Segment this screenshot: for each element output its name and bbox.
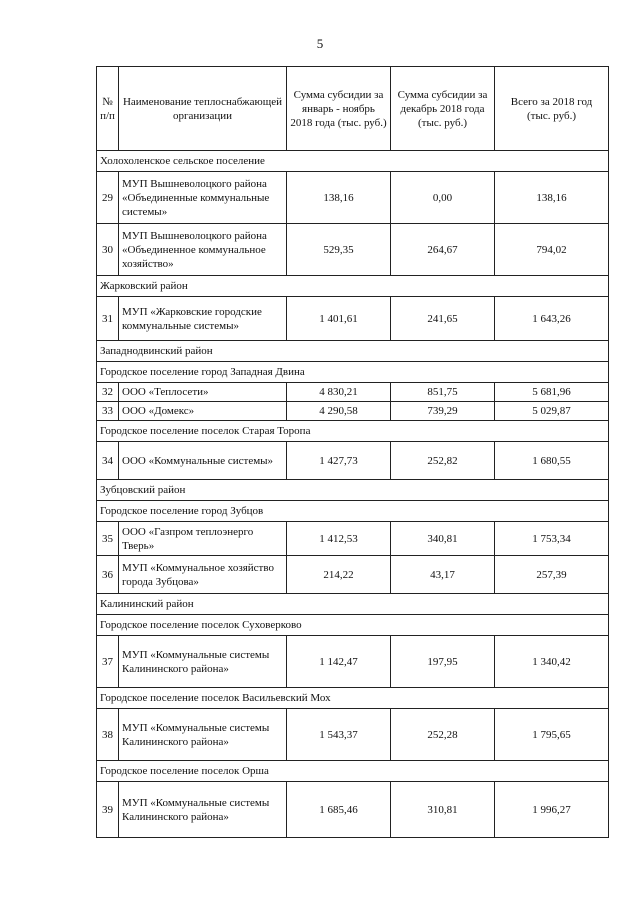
section-title: Холохоленское сельское поселение [97,151,609,172]
section-title: Городское поселение поселок Васильевский Мох [97,688,609,709]
header-name: Наименование теплоснабжающей организации [119,67,287,151]
table-row [97,402,609,421]
section-title: Зубцовский район [97,480,609,501]
cell-dec: 851,75 [391,383,495,402]
cell-dec: 340,81 [391,522,495,556]
section-title: Городское поселение поселок Орша [97,761,609,782]
section-title: Жарковский район [97,276,609,297]
cell-total: 1 680,55 [495,442,609,480]
cell-jan-nov: 1 412,53 [287,522,391,556]
cell-dec: 241,65 [391,297,495,341]
section-row [97,421,609,442]
section-title: Городское поселение город Западная Двина [97,362,609,383]
cell-jan-nov: 4 290,58 [287,402,391,421]
table-row [97,383,609,402]
section-row [97,615,609,636]
table-row [97,297,609,341]
cell-jan-nov: 1 543,37 [287,709,391,761]
section-row [97,151,609,172]
cell-total: 1 795,65 [495,709,609,761]
cell-dec: 310,81 [391,782,495,838]
cell-total: 1 340,42 [495,636,609,688]
section-row [97,362,609,383]
cell-jan-nov: 529,35 [287,224,391,276]
cell-org-name: ООО «Коммунальные системы» [119,442,287,480]
header-total: Всего за 2018 год (тыс. руб.) [495,67,609,151]
section-row [97,594,609,615]
cell-total: 5 681,96 [495,383,609,402]
cell-org-name: МУП «Коммунальное хозяйство города Зубцова» [119,556,287,594]
subsidy-table [96,66,609,838]
cell-total: 1 643,26 [495,297,609,341]
cell-jan-nov: 214,22 [287,556,391,594]
table-row [97,442,609,480]
cell-total: 5 029,87 [495,402,609,421]
section-row [97,480,609,501]
cell-dec: 739,29 [391,402,495,421]
cell-org-name: ООО «Теплосети» [119,383,287,402]
cell-total: 1 753,34 [495,522,609,556]
cell-jan-nov: 1 427,73 [287,442,391,480]
cell-org-name: ООО «Газпром теплоэнерго Тверь» [119,522,287,556]
cell-org-name: МУП «Жарковские городские коммунальные системы» [119,297,287,341]
table-row [97,782,609,838]
section-title: Городское поселение поселок Старая Торопа [97,421,609,442]
cell-dec: 197,95 [391,636,495,688]
section-row [97,501,609,522]
cell-jan-nov: 1 401,61 [287,297,391,341]
cell-num: 31 [97,297,119,341]
section-title: Калининский район [97,594,609,615]
section-title: Западнодвинский район [97,341,609,362]
cell-total: 1 996,27 [495,782,609,838]
cell-dec: 264,67 [391,224,495,276]
cell-dec: 252,82 [391,442,495,480]
cell-org-name: ООО «Домекс» [119,402,287,421]
header-jan-nov: Сумма субсидии за январь - ноябрь 2018 года (тыс. руб.) [287,67,391,151]
table-row [97,636,609,688]
table-row [97,709,609,761]
table-row [97,522,609,556]
cell-num: 34 [97,442,119,480]
cell-org-name: МУП Вышневолоцкого района «Объединенное коммунальное хозяйство» [119,224,287,276]
cell-num: 29 [97,172,119,224]
header-num: № п/п [97,67,119,151]
cell-jan-nov: 138,16 [287,172,391,224]
cell-num: 33 [97,402,119,421]
section-title: Городское поселение поселок Суховерково [97,615,609,636]
section-row [97,761,609,782]
cell-num: 38 [97,709,119,761]
page-number: 5 [316,36,324,51]
header-dec: Сумма субсидии за декабрь 2018 года (тыс. руб.) [391,67,495,151]
cell-org-name: МУП «Коммунальные системы Калининского района» [119,709,287,761]
cell-total: 138,16 [495,172,609,224]
cell-jan-nov: 4 830,21 [287,383,391,402]
cell-num: 39 [97,782,119,838]
cell-jan-nov: 1 685,46 [287,782,391,838]
section-row [97,688,609,709]
section-row [97,341,609,362]
table-row [97,224,609,276]
table-body [97,151,609,838]
cell-num: 32 [97,383,119,402]
cell-dec: 43,17 [391,556,495,594]
table-header [97,67,609,151]
cell-org-name: МУП «Коммунальные системы Калининского района» [119,782,287,838]
cell-total: 794,02 [495,224,609,276]
cell-num: 36 [97,556,119,594]
cell-dec: 0,00 [391,172,495,224]
table-row [97,172,609,224]
cell-num: 37 [97,636,119,688]
cell-dec: 252,28 [391,709,495,761]
cell-total: 257,39 [495,556,609,594]
cell-org-name: МУП Вышневолоцкого района «Объединенные коммунальные системы» [119,172,287,224]
table-row [97,556,609,594]
cell-jan-nov: 1 142,47 [287,636,391,688]
cell-org-name: МУП «Коммунальные системы Калининского района» [119,636,287,688]
cell-num: 35 [97,522,119,556]
cell-num: 30 [97,224,119,276]
section-title: Городское поселение город Зубцов [97,501,609,522]
section-row [97,276,609,297]
